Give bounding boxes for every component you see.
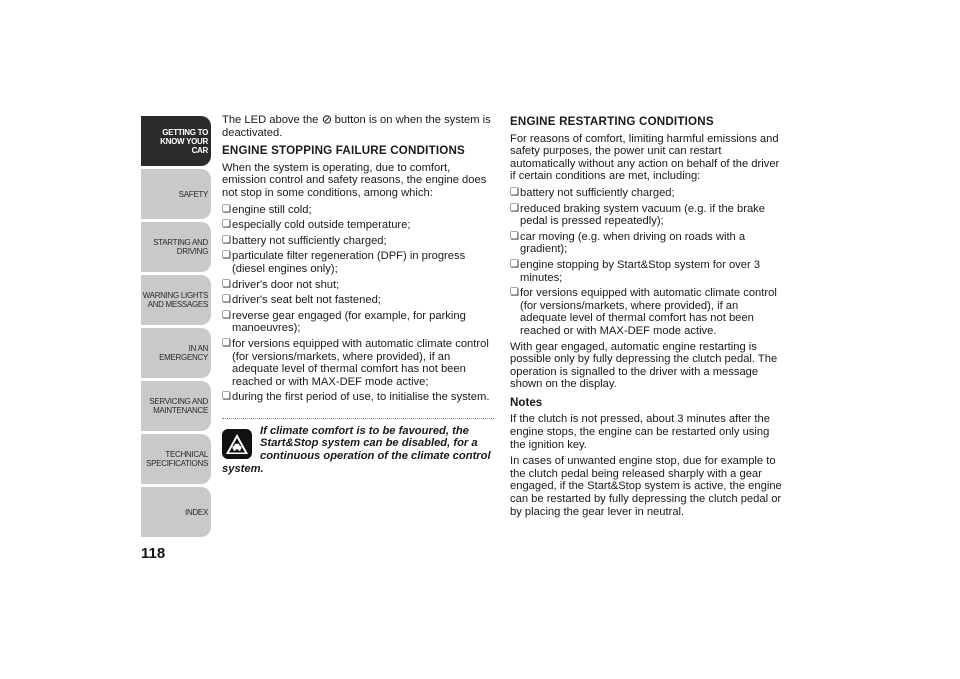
notes-heading: Notes xyxy=(510,395,543,409)
tab-servicing[interactable] xyxy=(141,381,211,431)
right-column xyxy=(510,114,782,522)
chapter-tabs xyxy=(141,116,211,540)
list-item: ❏ car moving (e.g. when driving on roads with a gradient); xyxy=(510,231,782,256)
list-item: ❏ engine still cold; xyxy=(222,204,494,217)
page-number: 118 xyxy=(141,545,166,562)
list-item: ❏ especially cold outside temperature; xyxy=(222,219,494,232)
note-text: If climate comfort is to be favoured, the Start&Stop system can be disabled, for a continuous operation of the climate control system. xyxy=(222,424,491,475)
tab-label: INDEX xyxy=(185,507,208,517)
list-item: ❏ during the first period of use, to initialise the system. xyxy=(222,391,494,404)
intro-text-a: The LED above the xyxy=(222,114,319,126)
start-stop-button-icon xyxy=(322,115,332,124)
list-item: ❏ for versions equipped with automatic climate control (for versions/markets, where provided), if an adequate level of thermal comfort has not been reached or with MAX-DEF mode active; xyxy=(222,338,494,388)
tab-label: IN AN EMERGENCY xyxy=(159,344,208,362)
list-item: ❏ battery not sufficiently charged; xyxy=(222,235,494,248)
gear-engaged-paragraph: With gear engaged, automatic engine restarting is possible only by fully depressing the clutch pedal. The operation is signalled to the driver with a message shown on the display. xyxy=(510,340,778,391)
notes-paragraph-1: If the clutch is not pressed, about 3 minutes after the engine stops, the engine can be restarted only using the ignition key. xyxy=(510,413,770,451)
section-heading-stopping-failure: ENGINE STOPPING FAILURE CONDITIONS xyxy=(222,144,465,158)
list-item: ❏ engine stopping by Start&Stop system for over 3 minutes; xyxy=(510,259,782,284)
list-item: ❏ reverse gear engaged (for example, for parking manoeuvres); xyxy=(222,310,494,335)
climate-note xyxy=(222,418,494,475)
tab-label: TECHNICAL SPECIFICATIONS xyxy=(146,450,208,468)
list-item: ❏ particulate filter regeneration (DPF) in progress (diesel engines only); xyxy=(222,250,494,275)
tab-warning-lights[interactable] xyxy=(141,275,211,325)
tab-label: SERVICING AND MAINTENANCE xyxy=(149,397,208,415)
tab-safety[interactable] xyxy=(141,169,211,219)
list-item: ❏ reduced braking system vacuum (e.g. if the brake pedal is pressed repeatedly); xyxy=(510,203,782,228)
list-item: ❏ driver's seat belt not fastened; xyxy=(222,294,494,307)
restarting-conditions-list xyxy=(510,187,782,338)
intro-text-b: button is on when the system is deactivated. xyxy=(222,114,491,139)
notes-paragraph-2: In cases of unwanted engine stop, due for example to the clutch pedal being released sharply with a gear engaged, if the Start&Stop system is active, the engine can be restarted by fully depressing the clutch pedal or by placing the gear lever in neutral. xyxy=(510,455,782,518)
tab-in-an-emergency[interactable] xyxy=(141,328,211,378)
warning-car-icon xyxy=(222,429,252,459)
stopping-intro-paragraph: When the system is operating, due to comfort, emission control and safety reasons, the engine does not stop in some conditions, among which: xyxy=(222,161,487,199)
intro-paragraph xyxy=(222,114,494,139)
tab-index[interactable] xyxy=(141,487,211,537)
stopping-conditions-list xyxy=(222,204,494,404)
tab-technical-specifications[interactable] xyxy=(141,434,211,484)
left-column xyxy=(222,114,494,475)
section-heading-restarting: ENGINE RESTARTING CONDITIONS xyxy=(510,115,714,128)
list-item: ❏ driver's door not shut; xyxy=(222,279,494,292)
tab-label: WARNING LIGHTS AND MESSAGES xyxy=(142,291,208,309)
tab-label: GETTING TO KNOW YOUR CAR xyxy=(160,127,208,155)
restarting-intro-paragraph: For reasons of comfort, limiting harmful emissions and safety purposes, the power unit can restart automatically without any action on behalf of the driver if certain conditions are met, including: xyxy=(510,132,780,183)
tab-getting-to-know-your-car[interactable] xyxy=(141,116,211,166)
list-item: ❏ for versions equipped with automatic climate control (for versions/markets, where provided), if an adequate level of thermal comfort has not been reached or with MAX-DEF mode active. xyxy=(510,287,782,337)
list-item: ❏ battery not sufficiently charged; xyxy=(510,187,782,200)
tab-starting-and-driving[interactable] xyxy=(141,222,211,272)
tab-label: SAFETY xyxy=(178,189,208,199)
tab-label: STARTING AND DRIVING xyxy=(153,238,208,256)
